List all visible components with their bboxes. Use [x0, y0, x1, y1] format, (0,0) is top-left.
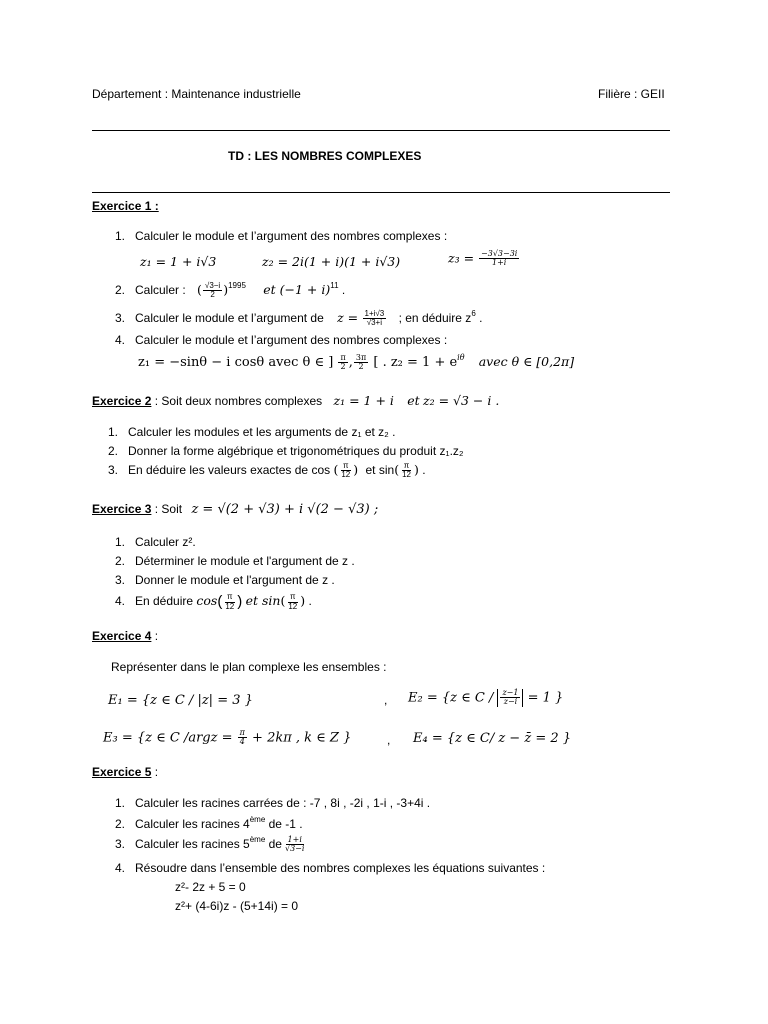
ex1-item-2-den: 2 [210, 290, 215, 300]
ex2-item-2: 2. Donner la forme algébrique et trigonométriques du produit z₁.z₂ [108, 444, 464, 458]
ex2-cos-den: 12 [341, 470, 351, 480]
exercise-4-line [92, 629, 158, 643]
ex3-item-2-text: Déterminer le module et l'argument de z . [135, 554, 355, 568]
ex2-cos-fraction [339, 462, 352, 480]
divider-top [92, 130, 670, 131]
ex1-item-4-formulas: z₁ = −sinθ − i cosθ avec θ ∈ ] $\frac{\pi}{2}$ , $\frac{3\pi}{2}$ [ . $z_2 = 1 + e^{i\theta}$ avec θ ∈ [0,2π] [138, 352, 575, 371]
ex1-z3-label: z₃ = [448, 250, 475, 266]
ex5-item-3-text: Calculer les racines 5 [135, 837, 250, 851]
ex1-item-2-power2: 11 [330, 281, 339, 290]
exercise-2-line [92, 393, 499, 408]
ex1-item-4-z2: [ . z₂ = 1 + e [373, 355, 458, 370]
ex3-cos-num: π [227, 592, 233, 602]
ex1-item-3-den: √3+i [366, 318, 383, 328]
ex5-item-3-sup: ème [249, 835, 266, 844]
ex4-e2-fraction [500, 689, 520, 707]
ex1-z3 [448, 250, 520, 268]
ex1-item-4: 4. Calculer le module et l’argument des nombres complexes : [115, 333, 448, 347]
ex3-item-1-text: Calculer z². [135, 535, 196, 549]
ex1-z3-denominator: 1+i [492, 258, 507, 268]
ex2-item-1-text: Calculer les modules et les arguments de z₁ et z₂ . [128, 425, 396, 439]
ex4-e3 [103, 729, 351, 747]
ex1-item-4-tail: avec θ ∈ [0,2π] [478, 354, 575, 369]
ex2-item-1: 1. Calculer les modules et les arguments de z₁ et z₂ . [108, 425, 396, 439]
ex1-item-2-rest: et (−1 + i) [263, 282, 331, 297]
ex3-item-2: 2. Déterminer le module et l'argument de z . [115, 554, 355, 568]
ex2-sin-fraction [400, 462, 413, 480]
ex1-item-2-num: √3−i [204, 280, 221, 290]
ex4-e2-b: = 1 } [527, 690, 564, 706]
ex5-equation-1: z²- 2z + 5 = 0 [175, 880, 246, 894]
ex1-item-3-fraction [363, 310, 387, 328]
ex3-sin-fraction [286, 593, 299, 611]
ex3-sin-num: π [290, 592, 296, 602]
ex2-cos-num: π [343, 461, 349, 470]
document-title: TD : LES NOMBRES COMPLEXES [228, 149, 422, 163]
exercise-3-title: Exercice 3 [92, 502, 152, 516]
ex3-cos-fraction [223, 593, 236, 611]
exercise-5-title: Exercice 5 [92, 765, 152, 779]
ex4-e3-b: + 2kπ , k ∈ Z } [252, 730, 352, 746]
ex5-item-4-text: Résoudre dans l’ensemble des nombres complexes les équations suivantes : [135, 861, 546, 875]
ex1-item-4-frac2-num: 3π [355, 352, 367, 362]
filiere-label: Filière : GEII [598, 87, 665, 101]
ex3-item-4-et: et sin [245, 593, 281, 609]
ex1-item-3-num: 1+i√3 [364, 308, 385, 318]
ex3-item-4-cos: cos [196, 593, 218, 609]
department-label: Département : Maintenance industrielle [92, 87, 301, 101]
ex2-z1: z₁ = 1 + i [333, 393, 394, 408]
ex1-item-3-deduce: ; en déduire z [398, 311, 472, 325]
ex1-item-3: 3. Calculer le module et l’argument de z = $\frac{1+i√3}{√3+i}$ ; en déduire $z^6$ . [115, 308, 483, 328]
ex1-item-4-frac1 [338, 354, 347, 372]
ex1-item-2-fraction [203, 282, 222, 300]
ex4-e4: E₄ = {z ∈ C/ z − z̄ = 2 } [413, 731, 572, 746]
ex5-item-2-sup: ème [249, 815, 266, 824]
ex3-item-4-text: En déduire [135, 594, 194, 609]
ex1-item-4-frac2-den: 2 [358, 362, 364, 371]
ex2-item-3-text: En déduire les valeurs exactes de cos [128, 463, 331, 478]
ex5-item-3-de: de [268, 837, 282, 851]
ex4-e3-a: E₃ = {z ∈ C /argz = [103, 730, 233, 746]
ex4-colon: : [154, 629, 159, 643]
ex1-item-4-frac1-num: π [340, 352, 346, 362]
ex3-formula: z = √(2 + √3) + i √(2 − √3) ; [191, 502, 379, 517]
ex4-e3-num: π [239, 728, 245, 737]
ex1-z3-numerator: −3√3−3i [481, 249, 518, 258]
ex1-item-2: 2. Calculer : ( $\frac{√3-i}{2}$ )$^{1995}$ et $(-1 + i)^{11}$ . [115, 280, 346, 300]
ex2-and: et [407, 393, 420, 408]
ex1-item-3-text: Calculer le module et l’argument de [135, 311, 324, 325]
ex2-sin-num: π [403, 461, 410, 470]
ex4-sep-2: , [387, 733, 391, 747]
ex1-item-3-power: 6 [471, 309, 476, 318]
ex5-item-1: 1. Calculer les racines carrées de : -7 , 8i , -2i , 1-i , -3+4i . [115, 796, 431, 810]
ex1-item-2-text: Calculer : [135, 283, 186, 297]
ex3-intro: : Soit [154, 502, 183, 516]
ex1-z1: z₁ = 1 + i√3 [140, 254, 217, 269]
ex5-item-2-text: Calculer les racines 4 [135, 817, 250, 831]
ex5-item-3-num: 1+i [287, 834, 302, 844]
ex4-e2-num: z−1 [502, 688, 519, 697]
ex5-item-3-fraction [283, 836, 306, 854]
ex3-item-3: 3. Donner le module et l'argument de z . [115, 573, 335, 587]
ex4-e2-den: z−i [503, 697, 518, 707]
ex1-item-4-frac2 [354, 354, 368, 372]
ex1-item-4-text: Calculer le module et l’argument des nombres complexes : [135, 333, 448, 347]
ex2-intro: : Soit deux nombres complexes [154, 394, 323, 408]
ex1-item-2-power: 1995 [228, 281, 246, 290]
ex4-sep-1: , [384, 693, 388, 707]
ex1-item-1-text: Calculer le module et l’argument des nombres complexes : [135, 229, 448, 243]
divider-bottom [92, 192, 670, 193]
ex5-item-2-rest: de -1 . [268, 817, 303, 831]
ex3-sin-den: 12 [288, 601, 298, 611]
ex5-item-3-den: √3−i [284, 844, 305, 854]
exercise-5-line [92, 765, 158, 779]
ex2-sin-den: 12 [402, 470, 411, 480]
ex4-e1: E₁ = {z ∈ C / |z| = 3 } [108, 693, 253, 708]
ex1-item-4-frac1-den: 2 [340, 362, 346, 371]
ex3-cos-den: 12 [225, 601, 235, 611]
exercise-1-title: Exercice 1 : [92, 199, 159, 213]
ex2-item-3-et: et sin [365, 463, 395, 478]
ex2-item-3: 3. En déduire les valeurs exactes de cos ( $\frac{\pi}{12}$ ) et sin( $\frac{\pi}{12}$ ) . [108, 461, 426, 480]
ex1-z3-fraction [479, 250, 519, 268]
ex2-z2: z₂ = √3 − i . [423, 393, 500, 408]
ex5-colon: : [154, 765, 159, 779]
ex5-item-4: 4. Résoudre dans l’ensemble des nombres complexes les équations suivantes : [115, 861, 546, 875]
ex5-item-2: 2. Calculer les racines 4ème de -1 . [115, 815, 303, 831]
ex1-item-3-z: z = [337, 310, 359, 325]
ex5-equation-2: z²+ (4-6i)z - (5+14i) = 0 [175, 899, 299, 913]
ex4-e3-fraction [238, 729, 247, 747]
ex5-item-3: 3. Calculer les racines 5ème de $\frac{1+i}{√3-i}$ [115, 834, 305, 854]
exercise-3-line [92, 502, 378, 518]
ex4-e2-a: E₂ = {z ∈ C / [408, 690, 494, 706]
ex1-item-1: 1. Calculer le module et l’argument des nombres complexes : [115, 229, 448, 243]
exercise-2-title: Exercice 2 [92, 394, 152, 408]
ex4-e2 [408, 689, 563, 707]
ex3-item-3-text: Donner le module et l'argument de z . [135, 573, 335, 587]
ex1-z2: z₂ = 2i(1 + i)(1 + i√3) [262, 254, 401, 269]
ex4-intro: Représenter dans le plan complexe les ensembles : [111, 660, 387, 674]
ex1-item-4-exp: iθ [457, 353, 465, 362]
ex3-item-4: 4. En déduire cos( $\frac{\pi}{12}$ ) et sin( $\frac{\pi}{12}$ ) . [115, 592, 312, 611]
ex5-item-1-text: Calculer les racines carrées de : -7 , 8i , -2i , 1-i , -3+4i . [135, 796, 431, 810]
ex2-item-2-text: Donner la forme algébrique et trigonométriques du produit z₁.z₂ [128, 444, 464, 458]
ex3-item-1: 1. Calculer z². [115, 535, 196, 549]
exercise-4-title: Exercice 4 [92, 629, 152, 643]
ex1-item-4-z1: z₁ = −sinθ − i cosθ avec θ ∈ ] [138, 355, 334, 370]
ex4-e3-den: 4 [239, 737, 245, 747]
